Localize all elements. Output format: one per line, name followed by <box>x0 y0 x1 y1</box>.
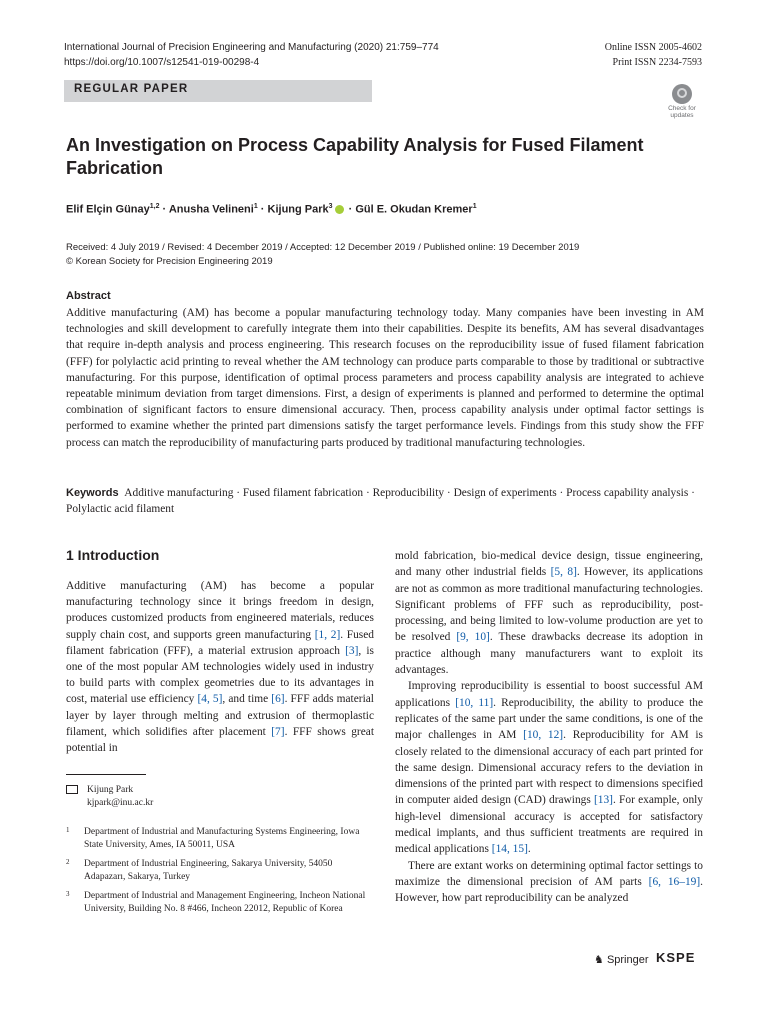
author-affiliation-mark: 1 <box>253 203 258 210</box>
keywords-heading: Keywords <box>66 487 119 499</box>
affiliation-number: 2 <box>66 858 70 866</box>
intro-column-right <box>395 548 703 907</box>
orcid-icon[interactable] <box>335 205 344 214</box>
affiliation-text: Department of Industrial and Management Engineering, Incheon National University, Building No. 8 #466, Incheon 22012, Republic of Korea <box>84 891 366 914</box>
intro-paragraph <box>395 548 703 678</box>
author-name[interactable]: Kijung Park <box>267 203 329 216</box>
affiliation <box>66 890 374 915</box>
paper-title: An Investigation on Process Capability Analysis for Fused Filament Fabrication <box>66 135 644 178</box>
body-text: Additive manufacturing (AM) has become a popular manufacturing technology since it brings freedom in design, produces customized products from engineered materials, reduces supply chain cost, and supports green manufacturing <box>66 580 374 641</box>
issn-block <box>605 40 702 70</box>
issn-online: Online ISSN 2005-4602 <box>604 42 702 53</box>
kspe-logo: KSPE <box>656 950 696 965</box>
body-text: . FFF adds material layer by layer through melting and extrusion of thermoplastic filament, which solidifies after placement <box>66 693 374 738</box>
article-type-label: REGULAR PAPER <box>74 83 189 95</box>
affiliation-text: Department of Industrial Engineering, Sakarya University, 54050 Adapazarı, Sakarya, Turkey <box>84 859 333 882</box>
keywords-block <box>66 485 704 517</box>
doi-link[interactable]: https://doi.org/10.1007/s12541-019-00298-4 <box>64 57 260 68</box>
publisher-logo <box>594 953 649 966</box>
body-text: Improving reproducibility is essential to boost successful AM applications <box>395 680 703 709</box>
body-text: , and time <box>222 693 272 706</box>
footnote-divider <box>66 774 146 775</box>
keywords-text: Additive manufacturing · Fused filament fabrication · Reproducibility · Design of experiments · Process capability analysis · Polylactic acid filament <box>66 487 695 516</box>
body-text: , is one of the most popular AM technologies widely used in industry to build parts with complex geometries due to its advantages in cost, material use efficiency <box>66 644 374 706</box>
affiliation-number: 1 <box>66 826 70 834</box>
author-list <box>66 203 477 216</box>
springer-horse-icon: ♞ <box>594 954 604 966</box>
author-separator: · <box>345 203 356 216</box>
citation-link[interactable]: [3] <box>345 644 359 657</box>
affiliation-number: 3 <box>66 890 70 898</box>
citation-link[interactable]: [1, 2] <box>314 628 341 641</box>
body-text: . <box>527 843 531 856</box>
body-text: . Reproducibility for AM is closely related to the dimensional accuracy of each part printed for the same design. Dimensional accuracy refers to the deviation in dimensions of the printed part with respect to dimensions specified in computer aided design (CAD) drawings <box>395 729 703 807</box>
publisher-name: Springer <box>606 954 649 966</box>
citation-link[interactable]: [7] <box>271 725 285 738</box>
publication-dates <box>66 241 579 269</box>
author-affiliation-mark: 3 <box>328 203 333 210</box>
check-updates-icon <box>672 84 692 104</box>
citation-link[interactable]: [10, 11] <box>455 696 494 709</box>
citation-link[interactable]: [9, 10] <box>456 631 490 644</box>
author-name[interactable]: Elif Elçin Günay <box>66 203 150 216</box>
body-text: . For example, only high-level dimensional accuracy is accepted for satisfactory medical implants, and thus sufficient treatments are required in medical applications <box>395 794 703 856</box>
citation-link[interactable]: [13] <box>594 794 613 807</box>
envelope-icon <box>66 785 78 794</box>
citation-link[interactable]: [5, 8] <box>550 566 577 579</box>
affiliation-text: Department of Industrial and Manufacturing Systems Engineering, Iowa State University, Ames, IA 50011, USA <box>84 827 360 850</box>
journal-citation: International Journal of Precision Engineering and Manufacturing (2020) 21:759–774 <box>64 42 439 53</box>
body-text: There are extant works on determining optimal factor settings to maximize the dimensional precision of AM parts <box>395 859 703 888</box>
journal-header <box>64 40 439 70</box>
affiliation <box>66 826 374 851</box>
body-text: mold fabrication, bio-medical device design, tissue engineering, and many other industrial fields <box>395 550 703 579</box>
corresponding-author <box>66 784 153 810</box>
author-affiliation-mark: 1,2 <box>149 203 160 210</box>
citation-link[interactable]: [14, 15] <box>491 843 528 856</box>
check-for-updates-badge[interactable] <box>662 84 702 124</box>
body-text: . These drawbacks decrease its adoption in practice although many manufacturers want to exploit its advantages. <box>395 631 703 677</box>
author-name[interactable]: Anusha Velineni <box>168 203 254 216</box>
check-updates-label: Check for updates <box>668 105 696 119</box>
corresponding-email[interactable]: kjpark@inu.ac.kr <box>87 798 154 808</box>
history-dates: Received: 4 July 2019 / Revised: 4 December 2019 / Accepted: 12 December 2019 / Published online: 19 December 2019 <box>66 242 580 253</box>
body-text: . Fused filament fabrication (FFF), a material extrusion approach <box>66 628 374 657</box>
abstract-text: Additive manufacturing (AM) has become a popular manufacturing technology today. Many companies have been investing in AM technologies and skill development to carefully integrate them into their capabilities. Despite its benefits, AM has several disadvantages that require in-depth analysis and process engineering. This research focuses on the reproducibility issue of fused filament fabrication (FFF) for polylactic acid printing to reveal whether the AM technology can produce parts comparable to those by traditional or subtractive manufacturing. For this purpose, identification of optimal process parameters and process capability analysis are integrated to achieve repeatable minimum deviation from target dimensions. First, a design of experiments is planned and performed to determine the optimal combination of significant factors to ensure dimensional accuracy. Then, process capability analysis under optimal factor settings is performed to examine whether the printed part dimensions satisfy the target performance levels. Findings from this study show the FFF process can match the reproducibility of manufacturing parts produced by traditional manufacturing technologies. <box>66 307 704 449</box>
author-name[interactable]: Gül E. Okudan Kremer <box>355 203 473 216</box>
citation-link[interactable]: [4, 5] <box>197 693 223 706</box>
corresponding-name: Kijung Park <box>87 785 134 795</box>
article-type-banner <box>64 80 372 102</box>
citation-link[interactable]: [10, 12] <box>523 729 564 742</box>
author-affiliation-mark: 1 <box>472 203 477 210</box>
section-heading-introduction: 1 Introduction <box>66 547 160 563</box>
citation-link[interactable]: [6, 16–19] <box>648 875 701 888</box>
author-separator: · <box>159 203 169 216</box>
affiliation <box>66 858 374 883</box>
issn-print: Print ISSN 2234-7593 <box>612 57 702 68</box>
body-text: . FFF shows great potential in <box>66 725 374 755</box>
citation-link[interactable]: [6] <box>271 693 285 706</box>
abstract-heading: Abstract <box>66 290 111 302</box>
body-text: . However, its applications are not as common as more traditional manufacturing technologies. Significant problems of FFF such as reproducibility, post-processing, and being limited to low-volume production are yet to be resolved <box>395 566 703 644</box>
body-text: . However, how part reproducibility can be analyzed <box>395 875 703 905</box>
intro-paragraph <box>66 578 374 756</box>
body-text: . Reproducibility, the ability to produce the replicates of the same part under the same conditions, is one of the major challenges in AM <box>395 696 704 742</box>
author-separator: · <box>257 203 268 216</box>
intro-paragraph <box>395 858 703 907</box>
intro-paragraph <box>395 678 703 857</box>
copyright-line: © Korean Society for Precision Engineering 2019 <box>66 256 273 267</box>
intro-column-left <box>66 578 374 756</box>
